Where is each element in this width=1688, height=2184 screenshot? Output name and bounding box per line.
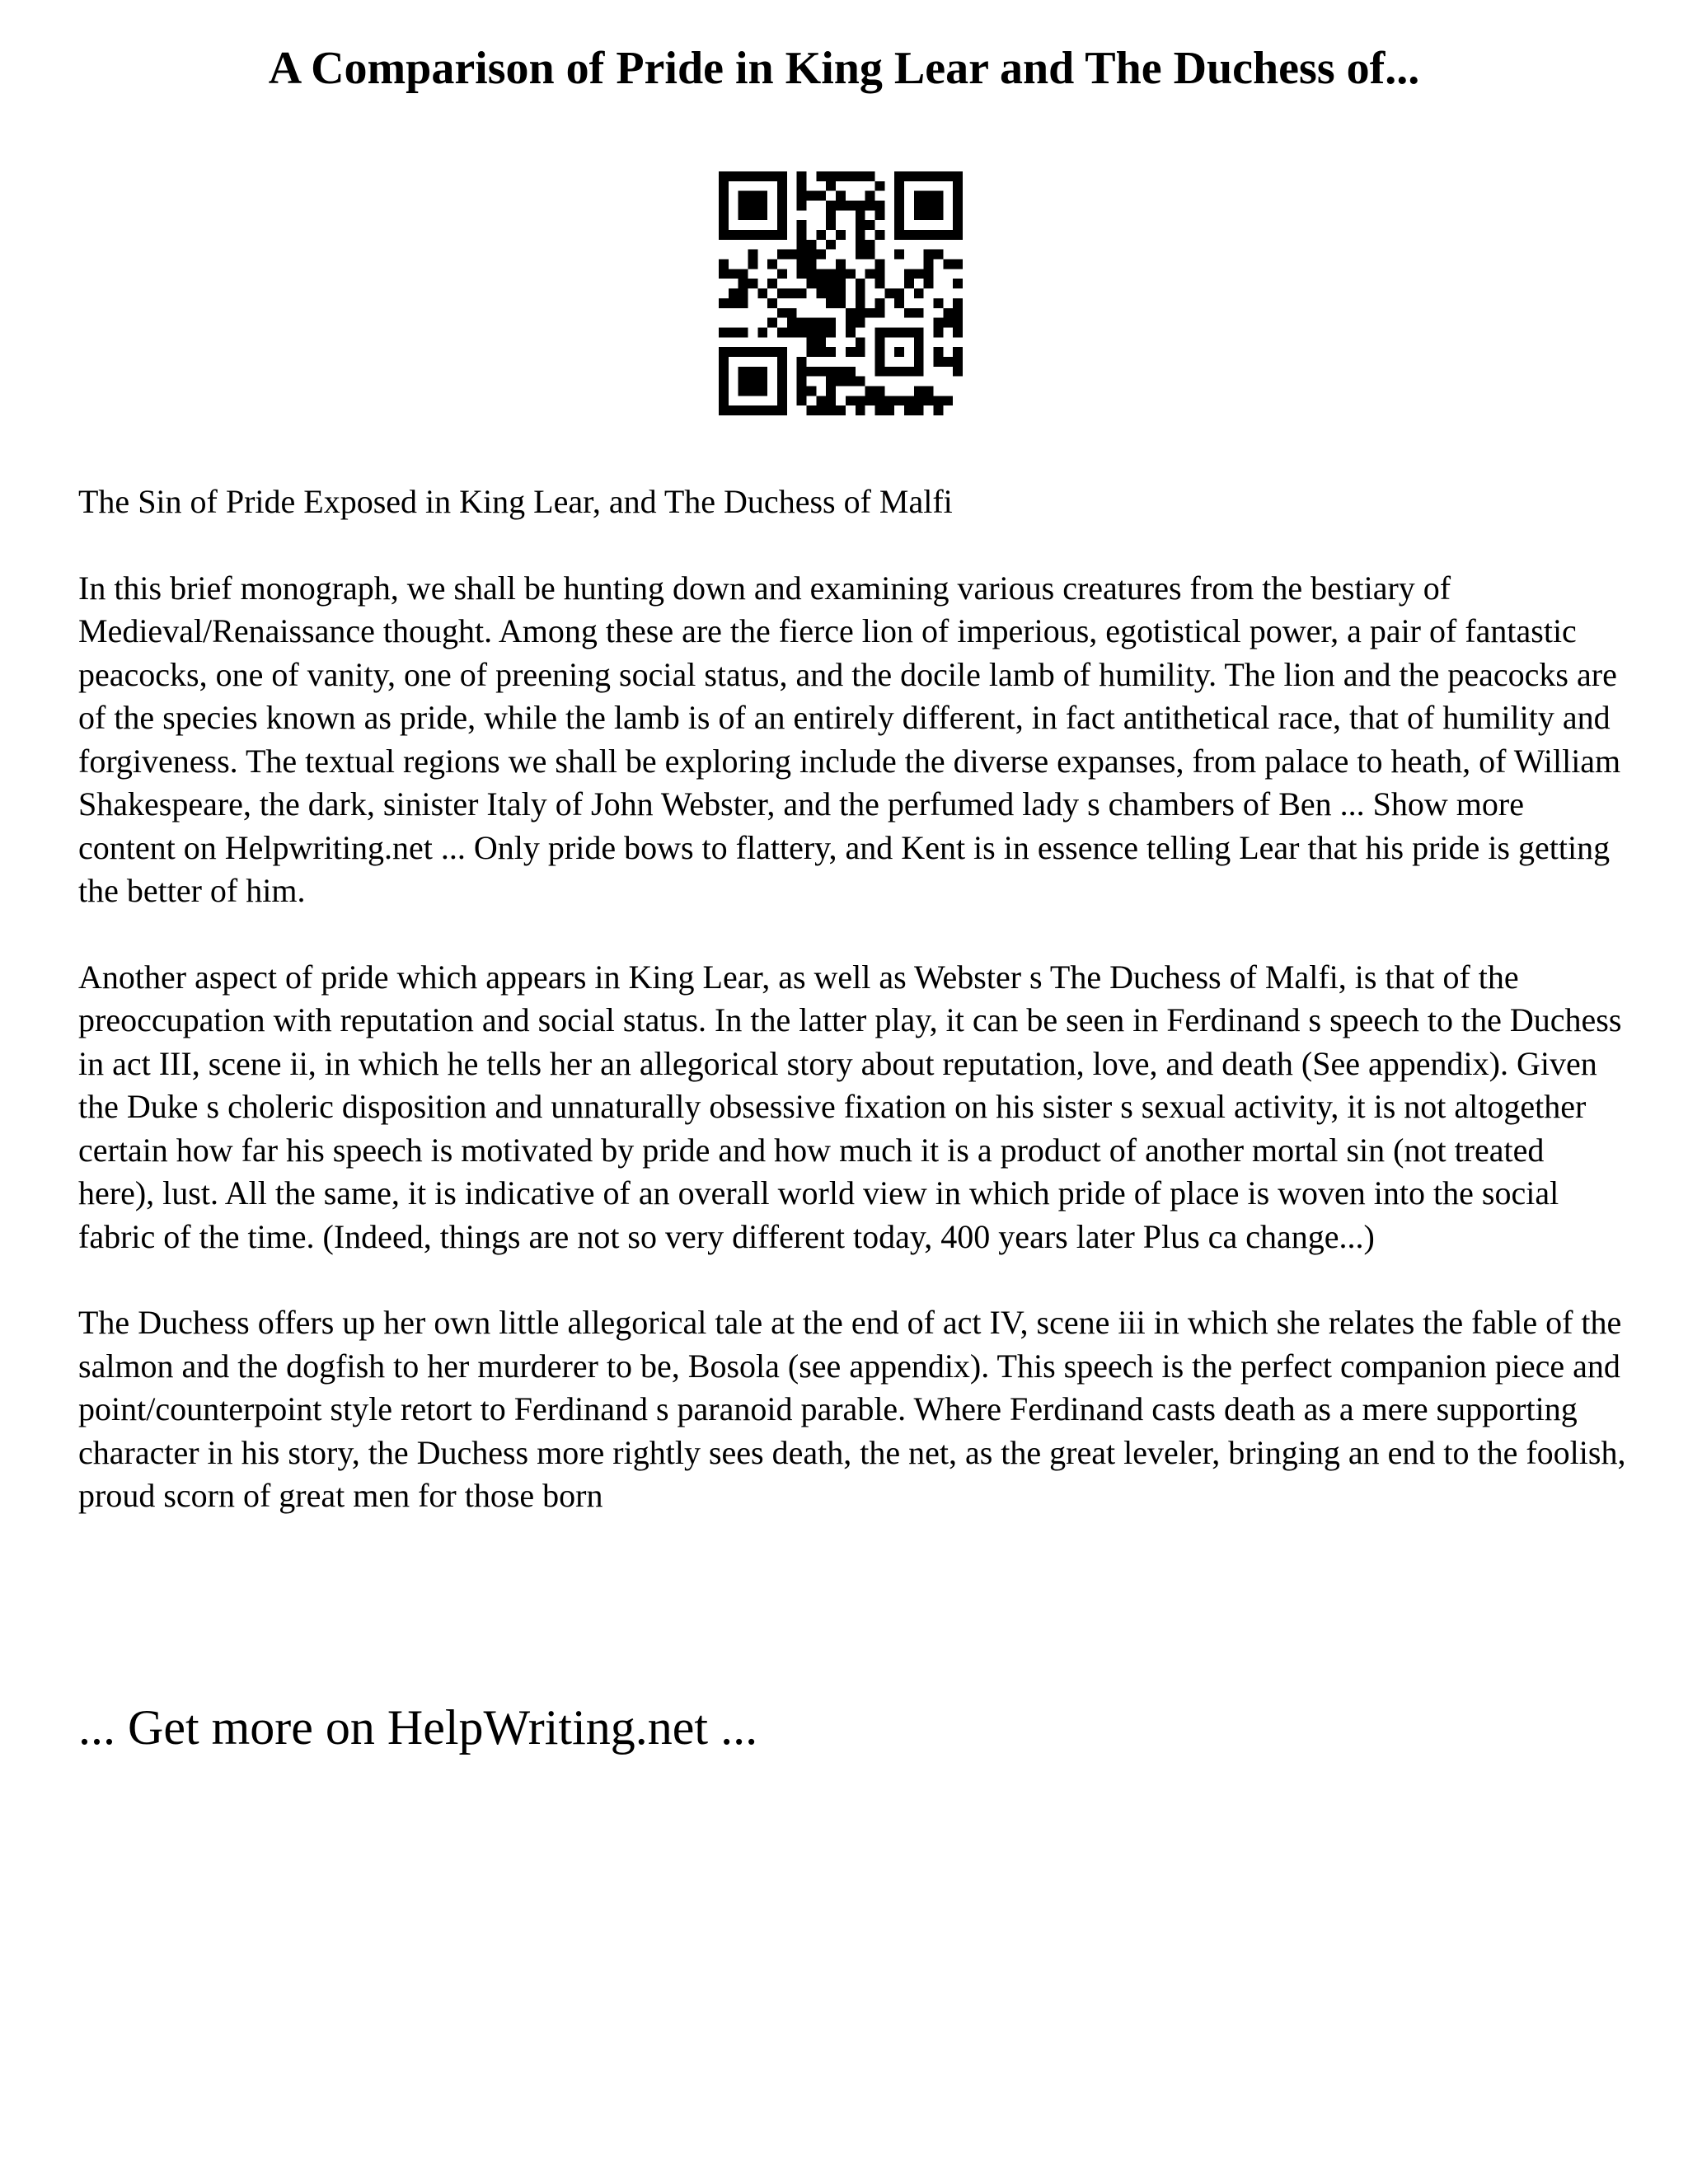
document-body <box>78 480 1628 1561</box>
page-title: A Comparison of Pride in King Lear and The Duchess of... <box>268 43 1420 94</box>
body-paragraph-2: Another aspect of pride which appears in King Lear, as well as Webster s The Duchess of Malfi, is that of the preoccupation with reputation and social status. In the latter play, it can be seen in Ferdinand s speech to the Duchess in act III, scene ii, in which he tells her an allegorical story about reputation, love, and death (See appendix). Given the Duke s choleric disposition and unnaturally obsessive fixation on his sister s sexual activity, it is not altogether certain how far his speech is motivated by pride and how much it is a product of another mortal sin (not treated here), lust. All the same, it is indicative of an overall world view in which pride of place is woven into the social fabric of the time. (Indeed, things are not so very different today, 400 years later Plus ca change...) <box>78 958 1622 1255</box>
document-subtitle: The Sin of Pride Exposed in King Lear, and The Duchess of Malfi <box>78 483 953 520</box>
qr-code-graphic <box>719 171 963 415</box>
qr-code-icon <box>719 171 963 415</box>
get-more-link[interactable]: ... Get more on HelpWriting.net ... <box>78 1700 758 1755</box>
body-paragraph-1: In this brief monograph, we shall be hunting down and examining various creatures from the bestiary of Medieval/Renaissance thought. Among these are the fierce lion of imperious, egotistical power, a pair of fantastic peacocks, one of vanity, one of preening social status, and the docile lamb of humility. The lion and the peacocks are of the species known as pride, while the lamb is of an entirely different, in fact antithetical race, that of humility and forgiveness. The textual regions we shall be exploring include the diverse expanses, from palace to heath, of William Shakespeare, the dark, sinister Italy of John Webster, and the perfumed lady s chambers of Ben ... Show more content on Helpwriting.net ... Only pride bows to flattery, and Kent is in essence telling Lear that his pride is getting the better of him. <box>78 569 1621 909</box>
body-paragraph-3: The Duchess offers up her own little allegorical tale at the end of act IV, scene iii in which she relates the fable of the salmon and the dogfish to her murderer to be, Bosola (see appendix). This speech is the perfect companion piece and point/counterpoint style retort to Ferdinand s paranoid parable. Where Ferdinand casts death as a mere supporting character in his story, the Duchess more rightly sees death, the net, as the great leveler, bringing an end to the foolish, proud scorn of great men for those born <box>78 1304 1626 1514</box>
